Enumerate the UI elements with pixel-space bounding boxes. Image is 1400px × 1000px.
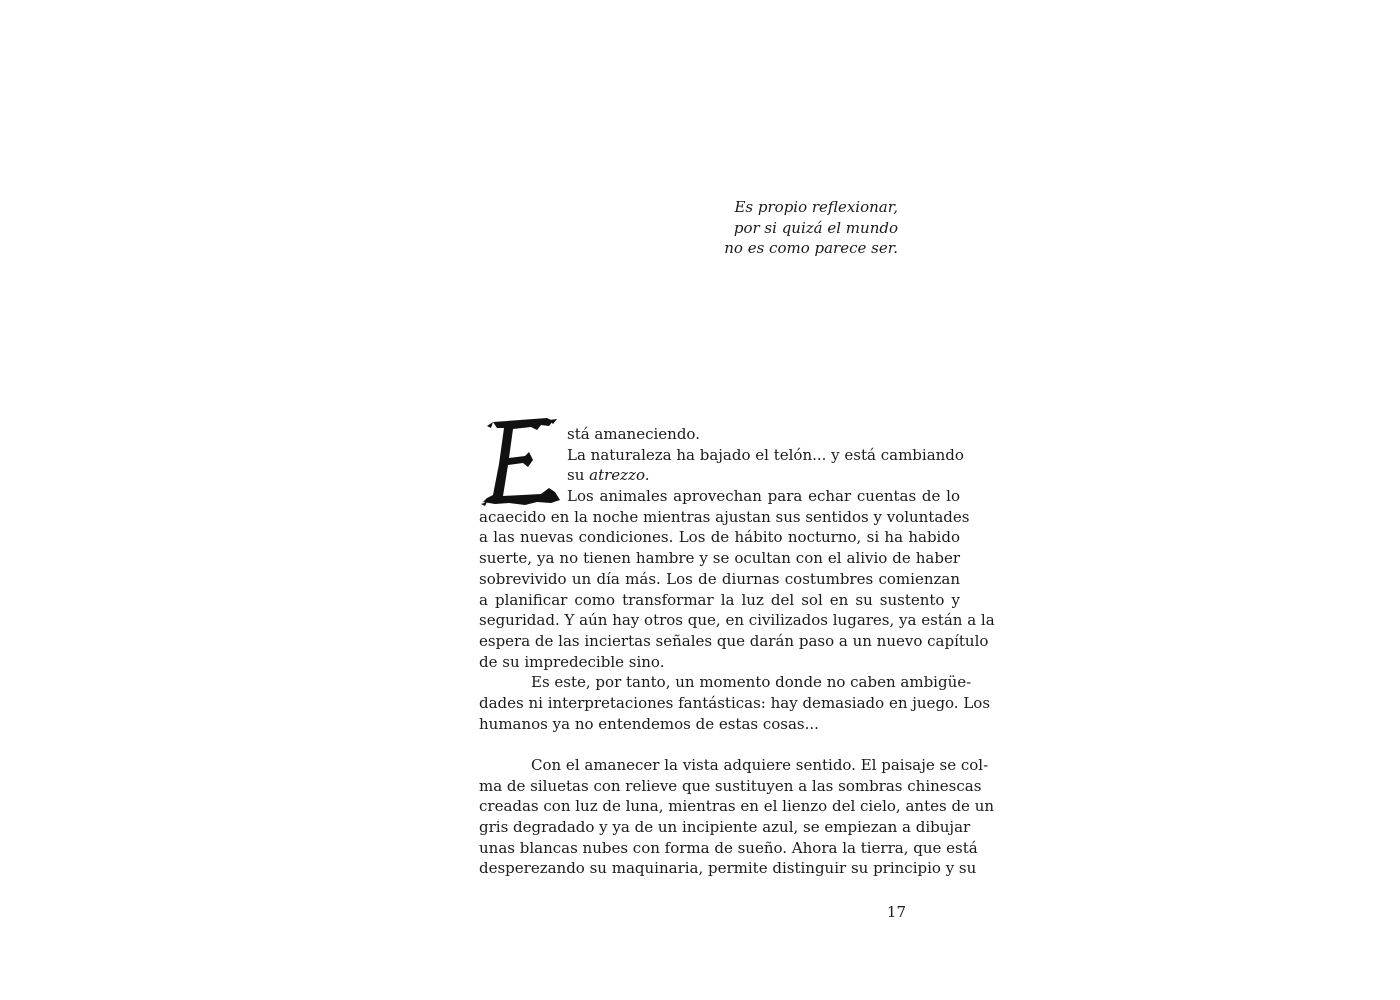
italic-word: atrezzo. [589,466,650,485]
text-line: sobrevivido un día más. Los de diurnas costumbres comienzan [479,569,960,588]
text-line: gris degradado y ya de un incipiente azul, se empiezan a dibujar [479,818,971,837]
text-line: humanos ya no entendemos de estas cosas... [479,714,819,733]
text-line: stá amaneciendo. [567,425,700,443]
text-line: dades ni interpretaciones fantásticas: hay demasiado en juego. Los [479,693,991,712]
text-line: creadas con luz de luna, mientras en el lienzo del cielo, antes de un [479,797,995,816]
page-number: 17 [886,903,906,921]
text-line: ma de siluetas con relieve que sustituyen a las sombras chinescas [479,776,982,795]
text-line: suerte, ya no tienen hambre y se ocultan con el alivio de haber [479,549,960,568]
text-line: a las nuevas condiciones. Los de hábito nocturno, si ha habido [479,528,960,547]
text-line: a planificar como transformar la luz del sol en su sustento y [479,590,960,609]
text-line: La naturaleza ha bajado el telón... y está cambiando [567,445,964,464]
paragraph-gap [479,734,960,755]
text-line: espera de las inciertas señales que darán paso a un nuevo capítulo [479,631,989,650]
text-line: unas blancas nubes con forma de sueño. Ahora la tierra, que está [479,838,978,857]
text-line: seguridad. Y aún hay otros que, en civilizados lugares, ya están a la [479,611,995,630]
text-fragment: su [567,466,590,485]
text-line: de su impredecible sino. [479,652,665,671]
body-text [479,424,995,879]
epigraph-line: Es propio reflexionar, [734,198,898,216]
text-line [479,465,960,486]
text-line: desperezando su maquinaria, permite distinguir su principio y su [479,859,977,878]
epigraph-line: por si quizá el mundo [733,218,898,237]
text-line: Con el amanecer la vista adquiere sentido. El paisaje se col- [531,756,989,774]
text-line: Es este, por tanto, un momento donde no caben ambigüe- [531,673,972,692]
text-line: acaecido en la noche mientras ajustan sus sentidos y voluntades [479,507,970,526]
epigraph-line: no es como parece ser. [724,239,898,257]
epigraph [724,197,898,259]
text-line: Los animales aprovechan para echar cuentas de lo [567,487,960,506]
